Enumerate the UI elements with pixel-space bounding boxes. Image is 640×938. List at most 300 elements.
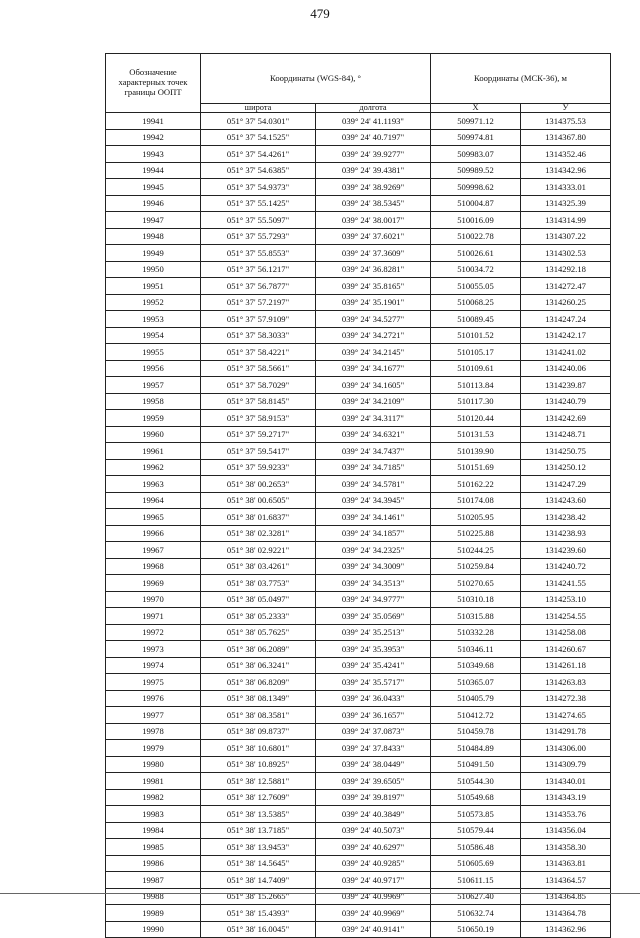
- latitude-value: 051° 38' 06.8209": [201, 674, 316, 691]
- x-value: 510270.65: [431, 575, 521, 592]
- table-body: [106, 113, 611, 938]
- longitude-value: 039° 24' 40.9141": [316, 921, 431, 938]
- point-number: 19982: [106, 789, 201, 806]
- y-value: 1314272.38: [521, 690, 611, 707]
- y-value: 1314248.71: [521, 426, 611, 443]
- y-value: 1314352.46: [521, 146, 611, 163]
- x-value: 510310.18: [431, 591, 521, 608]
- table-row: [106, 195, 611, 212]
- x-value: 510586.48: [431, 839, 521, 856]
- x-value: 510491.50: [431, 756, 521, 773]
- point-number: 19960: [106, 426, 201, 443]
- latitude-value: 051° 37' 55.8553": [201, 245, 316, 262]
- y-value: 1314242.17: [521, 327, 611, 344]
- latitude-value: 051° 38' 13.7185": [201, 822, 316, 839]
- latitude-value: 051° 37' 58.8145": [201, 393, 316, 410]
- table-row: [106, 789, 611, 806]
- point-number: 19987: [106, 872, 201, 889]
- table-row: [106, 822, 611, 839]
- y-value: 1314314.99: [521, 212, 611, 229]
- y-value: 1314238.93: [521, 525, 611, 542]
- coordinates-table: [105, 53, 611, 938]
- longitude-value: 039° 24' 37.3609": [316, 245, 431, 262]
- longitude-value: 039° 24' 38.0449": [316, 756, 431, 773]
- table-row: [106, 575, 611, 592]
- longitude-value: 039° 24' 40.7197": [316, 129, 431, 146]
- y-value: 1314239.87: [521, 377, 611, 394]
- table-row: [106, 608, 611, 625]
- y-value: 1314241.02: [521, 344, 611, 361]
- table-row: [106, 756, 611, 773]
- y-value: 1314363.81: [521, 855, 611, 872]
- latitude-value: 051° 37' 54.0301": [201, 113, 316, 130]
- table-row: [106, 228, 611, 245]
- longitude-value: 039° 24' 40.9717": [316, 872, 431, 889]
- point-number: 19950: [106, 261, 201, 278]
- header-point-designation: Обозначение характерных точек границы ООПТ: [106, 54, 201, 113]
- longitude-value: 039° 24' 34.2325": [316, 542, 431, 559]
- latitude-value: 051° 38' 14.5645": [201, 855, 316, 872]
- latitude-value: 051° 38' 06.3241": [201, 657, 316, 674]
- point-number: 19962: [106, 459, 201, 476]
- longitude-value: 039° 24' 40.9969": [316, 888, 431, 905]
- longitude-value: 039° 24' 35.8165": [316, 278, 431, 295]
- longitude-value: 039° 24' 34.2145": [316, 344, 431, 361]
- y-value: 1314238.42: [521, 509, 611, 526]
- subheader-y: У: [521, 104, 611, 113]
- longitude-value: 039° 24' 36.0433": [316, 690, 431, 707]
- longitude-value: 039° 24' 41.1193": [316, 113, 431, 130]
- x-value: 509971.12: [431, 113, 521, 130]
- latitude-value: 051° 38' 03.7753": [201, 575, 316, 592]
- point-number: 19990: [106, 921, 201, 938]
- table-row: [106, 492, 611, 509]
- latitude-value: 051° 37' 57.2197": [201, 294, 316, 311]
- x-value: 510139.90: [431, 443, 521, 460]
- y-value: 1314240.79: [521, 393, 611, 410]
- latitude-value: 051° 38' 14.7409": [201, 872, 316, 889]
- longitude-value: 039° 24' 39.9277": [316, 146, 431, 163]
- longitude-value: 039° 24' 34.2109": [316, 393, 431, 410]
- point-number: 19957: [106, 377, 201, 394]
- y-value: 1314261.18: [521, 657, 611, 674]
- x-value: 510650.19: [431, 921, 521, 938]
- x-value: 510131.53: [431, 426, 521, 443]
- y-value: 1314306.00: [521, 740, 611, 757]
- y-value: 1314325.39: [521, 195, 611, 212]
- table-row: [106, 872, 611, 889]
- latitude-value: 051° 37' 58.3033": [201, 327, 316, 344]
- y-value: 1314364.85: [521, 888, 611, 905]
- y-value: 1314243.60: [521, 492, 611, 509]
- table-row: [106, 624, 611, 641]
- point-number: 19948: [106, 228, 201, 245]
- x-value: 510205.95: [431, 509, 521, 526]
- point-number: 19966: [106, 525, 201, 542]
- page-bottom-rule: [0, 893, 640, 894]
- table-row: [106, 657, 611, 674]
- point-number: 19955: [106, 344, 201, 361]
- table-row: [106, 113, 611, 130]
- table-row: [106, 525, 611, 542]
- latitude-value: 051° 38' 13.9453": [201, 839, 316, 856]
- x-value: 510162.22: [431, 476, 521, 493]
- subheader-x: X: [431, 104, 521, 113]
- latitude-value: 051° 38' 02.9221": [201, 542, 316, 559]
- table-row: [106, 773, 611, 790]
- x-value: 510225.88: [431, 525, 521, 542]
- page-number: 479: [310, 6, 330, 21]
- point-number: 19942: [106, 129, 201, 146]
- table-row: [106, 707, 611, 724]
- latitude-value: 051° 38' 12.5881": [201, 773, 316, 790]
- longitude-value: 039° 24' 38.5345": [316, 195, 431, 212]
- x-value: 510549.68: [431, 789, 521, 806]
- x-value: 510117.30: [431, 393, 521, 410]
- latitude-value: 051° 38' 06.2089": [201, 641, 316, 658]
- point-number: 19965: [106, 509, 201, 526]
- latitude-value: 051° 38' 00.2653": [201, 476, 316, 493]
- longitude-value: 039° 24' 40.6297": [316, 839, 431, 856]
- x-value: 510105.17: [431, 344, 521, 361]
- table-row: [106, 327, 611, 344]
- latitude-value: 051° 38' 12.7609": [201, 789, 316, 806]
- y-value: 1314263.83: [521, 674, 611, 691]
- x-value: 510068.25: [431, 294, 521, 311]
- latitude-value: 051° 37' 58.7029": [201, 377, 316, 394]
- latitude-value: 051° 38' 09.8737": [201, 723, 316, 740]
- point-number: 19974: [106, 657, 201, 674]
- longitude-value: 039° 24' 39.8197": [316, 789, 431, 806]
- table-row: [106, 740, 611, 757]
- x-value: 510346.11: [431, 641, 521, 658]
- x-value: 510113.84: [431, 377, 521, 394]
- latitude-value: 051° 38' 10.6801": [201, 740, 316, 757]
- x-value: 510120.44: [431, 410, 521, 427]
- y-value: 1314253.10: [521, 591, 611, 608]
- longitude-value: 039° 24' 34.3117": [316, 410, 431, 427]
- table-row: [106, 162, 611, 179]
- longitude-value: 039° 24' 34.1677": [316, 360, 431, 377]
- x-value: 510544.30: [431, 773, 521, 790]
- table-row: [106, 855, 611, 872]
- longitude-value: 039° 24' 34.1857": [316, 525, 431, 542]
- y-value: 1314343.19: [521, 789, 611, 806]
- y-value: 1314240.06: [521, 360, 611, 377]
- y-value: 1314274.65: [521, 707, 611, 724]
- point-number: 19969: [106, 575, 201, 592]
- longitude-value: 039° 24' 35.0569": [316, 608, 431, 625]
- x-value: 510244.25: [431, 542, 521, 559]
- point-number: 19976: [106, 690, 201, 707]
- longitude-value: 039° 24' 40.5073": [316, 822, 431, 839]
- longitude-value: 039° 24' 34.1605": [316, 377, 431, 394]
- longitude-value: 039° 24' 37.6021": [316, 228, 431, 245]
- table-row: [106, 129, 611, 146]
- x-value: 509974.81: [431, 129, 521, 146]
- y-value: 1314254.55: [521, 608, 611, 625]
- y-value: 1314247.24: [521, 311, 611, 328]
- latitude-value: 051° 37' 59.5417": [201, 443, 316, 460]
- point-number: 19956: [106, 360, 201, 377]
- y-value: 1314375.53: [521, 113, 611, 130]
- longitude-value: 039° 24' 35.2513": [316, 624, 431, 641]
- x-value: 510016.09: [431, 212, 521, 229]
- y-value: 1314247.29: [521, 476, 611, 493]
- y-value: 1314364.57: [521, 872, 611, 889]
- x-value: 510405.79: [431, 690, 521, 707]
- y-value: 1314340.01: [521, 773, 611, 790]
- point-number: 19979: [106, 740, 201, 757]
- y-value: 1314260.25: [521, 294, 611, 311]
- x-value: 510315.88: [431, 608, 521, 625]
- y-value: 1314291.78: [521, 723, 611, 740]
- longitude-value: 039° 24' 37.0873": [316, 723, 431, 740]
- point-number: 19978: [106, 723, 201, 740]
- longitude-value: 039° 24' 38.9269": [316, 179, 431, 196]
- y-value: 1314342.96: [521, 162, 611, 179]
- point-number: 19943: [106, 146, 201, 163]
- x-value: 509983.07: [431, 146, 521, 163]
- x-value: 509998.62: [431, 179, 521, 196]
- point-number: 19980: [106, 756, 201, 773]
- table-row: [106, 459, 611, 476]
- longitude-value: 039° 24' 40.9969": [316, 905, 431, 922]
- x-value: 510004.87: [431, 195, 521, 212]
- table-row: [106, 509, 611, 526]
- longitude-value: 039° 24' 34.6321": [316, 426, 431, 443]
- table-row: [106, 294, 611, 311]
- longitude-value: 039° 24' 34.9777": [316, 591, 431, 608]
- longitude-value: 039° 24' 36.8281": [316, 261, 431, 278]
- y-value: 1314241.55: [521, 575, 611, 592]
- point-number: 19988: [106, 888, 201, 905]
- x-value: 510026.61: [431, 245, 521, 262]
- latitude-value: 051° 37' 59.9233": [201, 459, 316, 476]
- longitude-value: 039° 24' 34.1461": [316, 509, 431, 526]
- y-value: 1314240.72: [521, 558, 611, 575]
- table-row: [106, 476, 611, 493]
- y-value: 1314353.76: [521, 806, 611, 823]
- latitude-value: 051° 37' 55.5097": [201, 212, 316, 229]
- point-number: 19964: [106, 492, 201, 509]
- point-number: 19984: [106, 822, 201, 839]
- point-number: 19971: [106, 608, 201, 625]
- point-number: 19947: [106, 212, 201, 229]
- latitude-value: 051° 38' 08.3581": [201, 707, 316, 724]
- y-value: 1314302.53: [521, 245, 611, 262]
- longitude-value: 039° 24' 35.5717": [316, 674, 431, 691]
- y-value: 1314258.08: [521, 624, 611, 641]
- table-row: [106, 839, 611, 856]
- x-value: 510151.69: [431, 459, 521, 476]
- latitude-value: 051° 37' 58.5661": [201, 360, 316, 377]
- x-value: 509989.52: [431, 162, 521, 179]
- y-value: 1314260.67: [521, 641, 611, 658]
- latitude-value: 051° 38' 10.8925": [201, 756, 316, 773]
- y-value: 1314358.30: [521, 839, 611, 856]
- y-value: 1314292.18: [521, 261, 611, 278]
- point-number: 19953: [106, 311, 201, 328]
- latitude-value: 051° 37' 56.7877": [201, 278, 316, 295]
- table-row: [106, 410, 611, 427]
- latitude-value: 051° 37' 58.9153": [201, 410, 316, 427]
- x-value: 510579.44: [431, 822, 521, 839]
- longitude-value: 039° 24' 34.7437": [316, 443, 431, 460]
- y-value: 1314362.96: [521, 921, 611, 938]
- y-value: 1314364.78: [521, 905, 611, 922]
- x-value: 510332.28: [431, 624, 521, 641]
- latitude-value: 051° 38' 08.1349": [201, 690, 316, 707]
- point-number: 19968: [106, 558, 201, 575]
- y-value: 1314242.69: [521, 410, 611, 427]
- y-value: 1314272.47: [521, 278, 611, 295]
- table-header-row: [106, 54, 611, 104]
- latitude-value: 051° 37' 54.9373": [201, 179, 316, 196]
- table-row: [106, 245, 611, 262]
- latitude-value: 051° 38' 01.6837": [201, 509, 316, 526]
- longitude-value: 039° 24' 34.2721": [316, 327, 431, 344]
- latitude-value: 051° 38' 05.0497": [201, 591, 316, 608]
- y-value: 1314309.79: [521, 756, 611, 773]
- y-value: 1314250.12: [521, 459, 611, 476]
- point-number: 19986: [106, 855, 201, 872]
- longitude-value: 039° 24' 34.7185": [316, 459, 431, 476]
- point-number: 19989: [106, 905, 201, 922]
- latitude-value: 051° 37' 54.1525": [201, 129, 316, 146]
- point-number: 19977: [106, 707, 201, 724]
- x-value: 510412.72: [431, 707, 521, 724]
- table-row: [106, 723, 611, 740]
- point-number: 19975: [106, 674, 201, 691]
- x-value: 510365.07: [431, 674, 521, 691]
- longitude-value: 039° 24' 34.3009": [316, 558, 431, 575]
- point-number: 19945: [106, 179, 201, 196]
- point-number: 19951: [106, 278, 201, 295]
- x-value: 510459.78: [431, 723, 521, 740]
- longitude-value: 039° 24' 40.3849": [316, 806, 431, 823]
- point-number: 19946: [106, 195, 201, 212]
- latitude-value: 051° 37' 54.4261": [201, 146, 316, 163]
- x-value: 510109.61: [431, 360, 521, 377]
- longitude-value: 039° 24' 35.3953": [316, 641, 431, 658]
- point-number: 19959: [106, 410, 201, 427]
- latitude-value: 051° 38' 16.0045": [201, 921, 316, 938]
- longitude-value: 039° 24' 35.4241": [316, 657, 431, 674]
- y-value: 1314239.60: [521, 542, 611, 559]
- x-value: 510605.69: [431, 855, 521, 872]
- point-number: 19973: [106, 641, 201, 658]
- longitude-value: 039° 24' 38.0017": [316, 212, 431, 229]
- latitude-value: 051° 38' 00.6505": [201, 492, 316, 509]
- y-value: 1314367.80: [521, 129, 611, 146]
- x-value: 510632.74: [431, 905, 521, 922]
- point-number: 19949: [106, 245, 201, 262]
- table-row: [106, 443, 611, 460]
- header-wgs84-coordinates: Координаты (WGS-84), °: [201, 54, 431, 104]
- x-value: 510349.68: [431, 657, 521, 674]
- latitude-value: 051° 38' 15.2665": [201, 888, 316, 905]
- point-number: 19954: [106, 327, 201, 344]
- x-value: 510055.05: [431, 278, 521, 295]
- longitude-value: 039° 24' 40.9285": [316, 855, 431, 872]
- y-value: 1314250.75: [521, 443, 611, 460]
- x-value: 510101.52: [431, 327, 521, 344]
- longitude-value: 039° 24' 37.8433": [316, 740, 431, 757]
- table-row: [106, 905, 611, 922]
- longitude-value: 039° 24' 36.1657": [316, 707, 431, 724]
- latitude-value: 051° 37' 54.6385": [201, 162, 316, 179]
- latitude-value: 051° 37' 59.2717": [201, 426, 316, 443]
- point-number: 19961: [106, 443, 201, 460]
- longitude-value: 039° 24' 34.5781": [316, 476, 431, 493]
- point-number: 19967: [106, 542, 201, 559]
- table-row: [106, 542, 611, 559]
- point-number: 19981: [106, 773, 201, 790]
- table-row: [106, 212, 611, 229]
- longitude-value: 039° 24' 34.3945": [316, 492, 431, 509]
- x-value: 510611.15: [431, 872, 521, 889]
- y-value: 1314356.04: [521, 822, 611, 839]
- latitude-value: 051° 38' 15.4393": [201, 905, 316, 922]
- point-number: 19970: [106, 591, 201, 608]
- table-row: [106, 690, 611, 707]
- table-row: [106, 278, 611, 295]
- x-value: 510627.40: [431, 888, 521, 905]
- latitude-value: 051° 38' 02.3281": [201, 525, 316, 542]
- latitude-value: 051° 37' 55.1425": [201, 195, 316, 212]
- x-value: 510174.08: [431, 492, 521, 509]
- x-value: 510259.84: [431, 558, 521, 575]
- longitude-value: 039° 24' 34.5277": [316, 311, 431, 328]
- point-number: 19983: [106, 806, 201, 823]
- table-row: [106, 674, 611, 691]
- latitude-value: 051° 37' 57.9109": [201, 311, 316, 328]
- latitude-value: 051° 37' 55.7293": [201, 228, 316, 245]
- table-row: [106, 360, 611, 377]
- x-value: 510022.78: [431, 228, 521, 245]
- table-row: [106, 393, 611, 410]
- table-row: [106, 921, 611, 938]
- table-row: [106, 888, 611, 905]
- point-number: 19958: [106, 393, 201, 410]
- latitude-value: 051° 38' 03.4261": [201, 558, 316, 575]
- point-number: 19944: [106, 162, 201, 179]
- point-number: 19952: [106, 294, 201, 311]
- x-value: 510034.72: [431, 261, 521, 278]
- y-value: 1314307.22: [521, 228, 611, 245]
- table-row: [106, 146, 611, 163]
- latitude-value: 051° 38' 05.2333": [201, 608, 316, 625]
- longitude-value: 039° 24' 39.6505": [316, 773, 431, 790]
- longitude-value: 039° 24' 39.4381": [316, 162, 431, 179]
- x-value: 510089.45: [431, 311, 521, 328]
- latitude-value: 051° 38' 05.7625": [201, 624, 316, 641]
- header-msk36-coordinates: Координаты (МСК-36), м: [431, 54, 611, 104]
- table-row: [106, 377, 611, 394]
- x-value: 510573.85: [431, 806, 521, 823]
- table-row: [106, 641, 611, 658]
- y-value: 1314333.01: [521, 179, 611, 196]
- subheader-latitude: широта: [201, 104, 316, 113]
- latitude-value: 051° 38' 13.5385": [201, 806, 316, 823]
- subheader-longitude: долгота: [316, 104, 431, 113]
- table-row: [106, 261, 611, 278]
- point-number: 19972: [106, 624, 201, 641]
- latitude-value: 051° 37' 56.1217": [201, 261, 316, 278]
- latitude-value: 051° 37' 58.4221": [201, 344, 316, 361]
- x-value: 510484.89: [431, 740, 521, 757]
